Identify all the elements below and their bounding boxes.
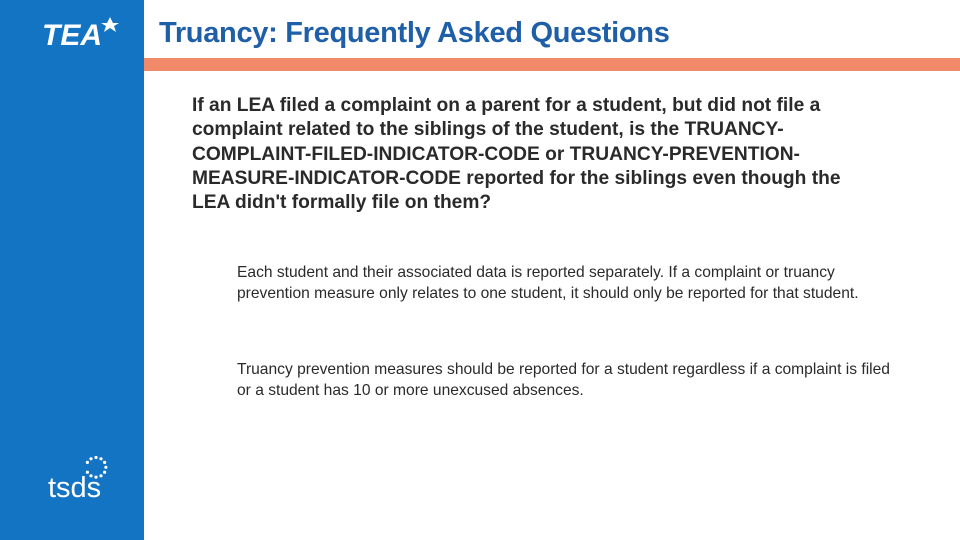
tea-logo-star-icon: [101, 17, 119, 32]
sidebar: [0, 0, 144, 540]
accent-bar: [0, 58, 960, 71]
faq-question: If an LEA filed a complaint on a parent for a student, but did not file a complaint related to the siblings of the student, is the TRUANCY-COMPLAINT-FILED-INDICATOR-CODE or TRUANCY-PREVENTION-MEASURE-INDICATOR-CODE reported for the siblings even though the LEA didn't formally file on them?: [192, 95, 841, 214]
faq-answer: Truancy prevention measures should be reported for a student regardless if a complaint is filed or a student has 10 or more unexcused absences.: [237, 361, 890, 399]
faq-answer: Each student and their associated data is reported separately. If a complaint or truancy prevention measure only relates to one student, it should only be reported for that student.: [237, 264, 859, 302]
tsds-logo-text: tsds: [48, 472, 102, 504]
tsds-logo: [44, 455, 120, 505]
tea-logo: [40, 14, 124, 54]
page-title: Truancy: Frequently Asked Questions: [159, 17, 670, 49]
tea-logo-text: TEA: [42, 19, 102, 52]
